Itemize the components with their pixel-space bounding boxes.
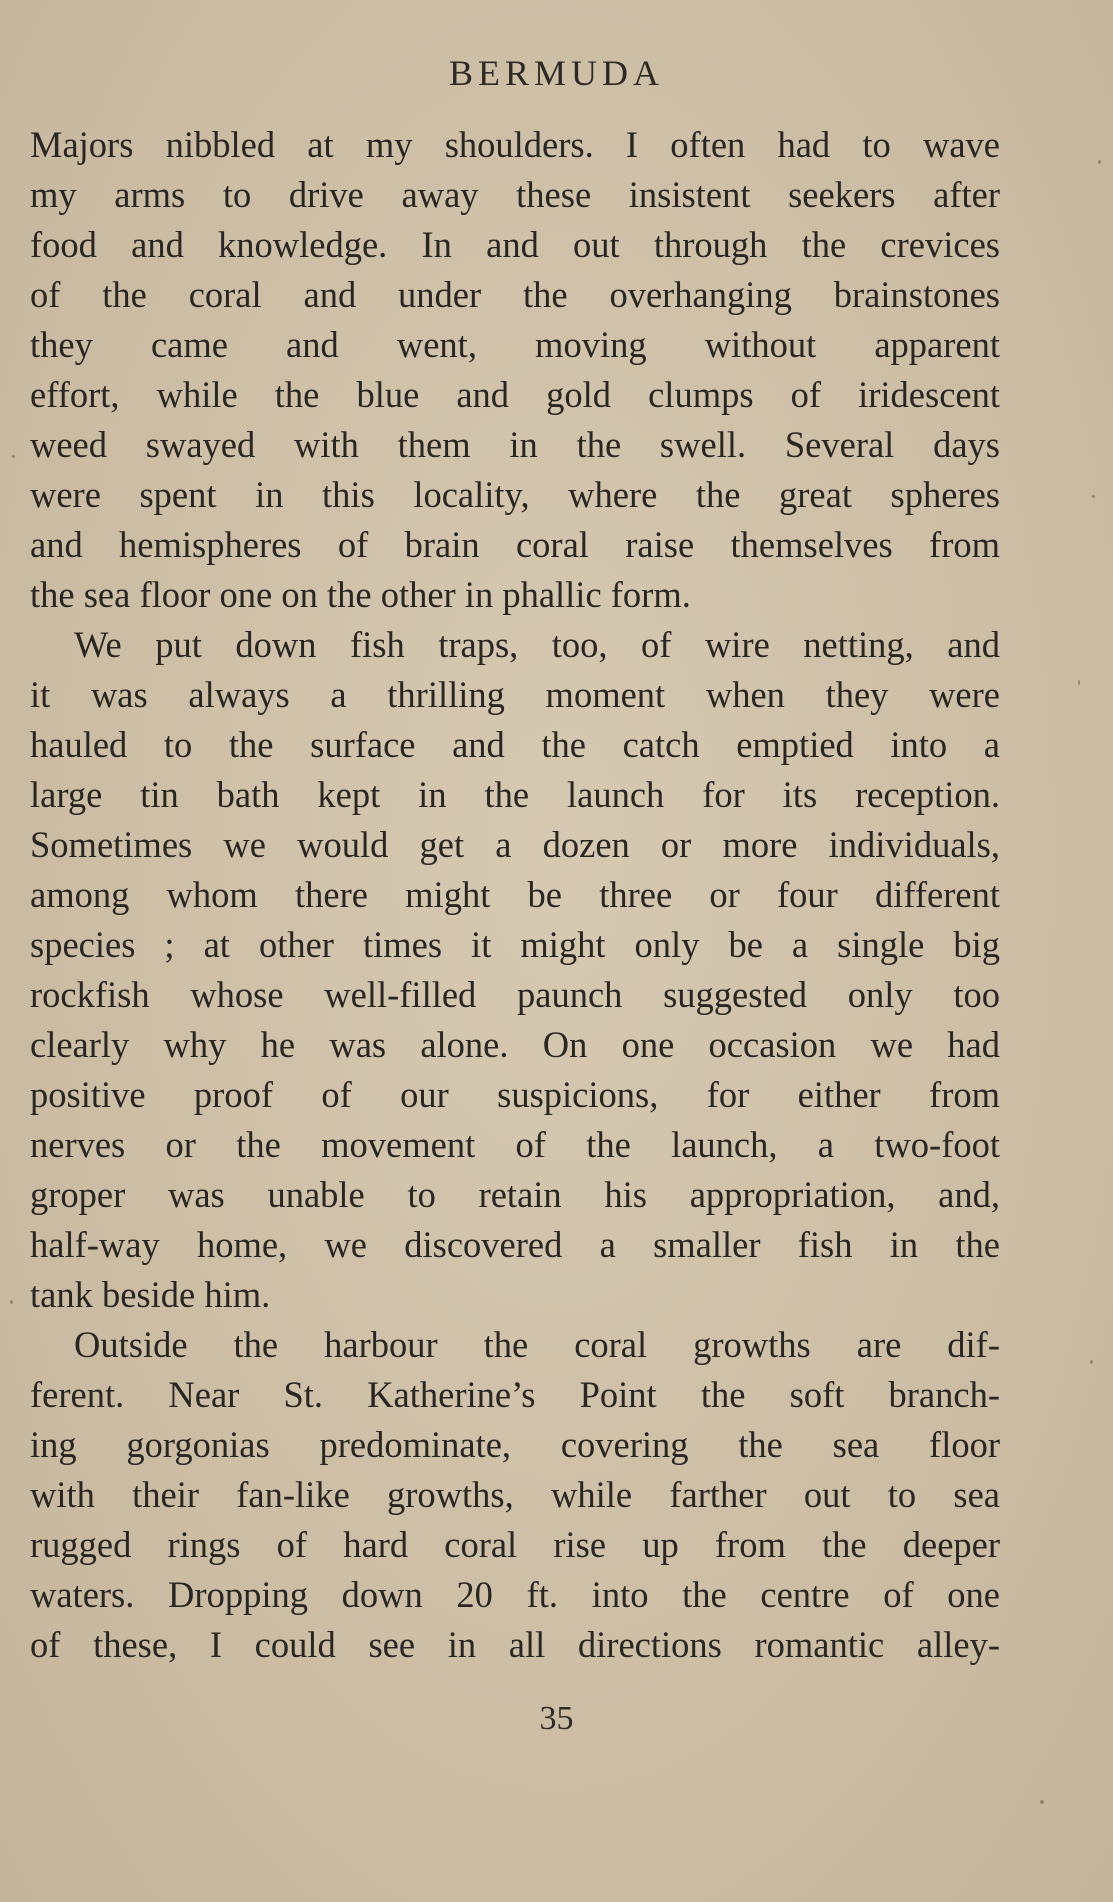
paper-speck [1098, 160, 1101, 164]
text-line: species ; at other times it might only be a single big [30, 924, 1000, 965]
text-line: were spent in this locality, where the great spheres [30, 474, 1000, 515]
paper-speck [1040, 1800, 1044, 1804]
paper-speck [1078, 680, 1080, 685]
text-line: Majors nibbled at my shoulders. I often had to wave [30, 124, 1000, 165]
paper-speck [1090, 1360, 1093, 1364]
text-line: effort, while the blue and gold clumps of iridescent [30, 374, 1000, 415]
text-line: the sea floor one on the other in phallic form. [30, 574, 691, 615]
text-line: We put down fish traps, too, of wire netting, and [74, 624, 1000, 665]
text-line: groper was unable to retain his appropriation, and, [30, 1174, 1000, 1215]
body-text [30, 120, 1000, 1670]
text-line: hauled to the surface and the catch emptied into a [30, 724, 1000, 765]
text-line: Outside the harbour the coral growths are dif- [74, 1324, 1000, 1365]
text-line: of these, I could see in all directions romantic alley- [30, 1624, 1000, 1665]
text-line: positive proof of our suspicions, for either from [30, 1074, 1000, 1115]
paper-speck [10, 1300, 13, 1304]
paragraph-2 [30, 620, 1000, 1320]
text-line: my arms to drive away these insistent seekers after [30, 174, 1000, 215]
page-number: 35 [539, 1700, 574, 1737]
paper-speck [1092, 495, 1095, 498]
text-line: clearly why he was alone. On one occasion we had [30, 1024, 1000, 1065]
text-line: they came and went, moving without apparent [30, 324, 1000, 365]
text-line: ing gorgonias predominate, covering the sea floor [30, 1424, 1000, 1465]
text-line: weed swayed with them in the swell. Several days [30, 424, 1000, 465]
text-line: and hemispheres of brain coral raise themselves from [30, 524, 1000, 565]
paragraph-1 [30, 120, 1000, 620]
text-line: tank beside him. [30, 1274, 271, 1315]
text-line: food and knowledge. In and out through the crevices [30, 224, 1000, 265]
running-head: BERMUDA [448, 53, 665, 93]
text-line: Sometimes we would get a dozen or more individuals, [30, 824, 1000, 865]
text-line: of the coral and under the overhanging brainstones [30, 274, 1000, 315]
paragraph-3 [30, 1320, 1000, 1670]
text-line: half-way home, we discovered a smaller fish in the [30, 1224, 1000, 1265]
text-line: with their fan-like growths, while farther out to sea [30, 1474, 1000, 1515]
text-line: it was always a thrilling moment when they were [30, 674, 1000, 715]
text-line: ferent. Near St. Katherine’s Point the soft branch- [30, 1374, 1000, 1415]
text-line: waters. Dropping down 20 ft. into the centre of one [30, 1574, 1000, 1615]
text-line: rockfish whose well-filled paunch suggested only too [30, 974, 1000, 1015]
text-line: large tin bath kept in the launch for its reception. [30, 774, 1000, 815]
text-line: rugged rings of hard coral rise up from the deeper [30, 1524, 1000, 1565]
text-line: among whom there might be three or four different [30, 874, 1000, 915]
text-line: nerves or the movement of the launch, a two-foot [30, 1124, 1000, 1165]
paper-speck [12, 455, 15, 458]
